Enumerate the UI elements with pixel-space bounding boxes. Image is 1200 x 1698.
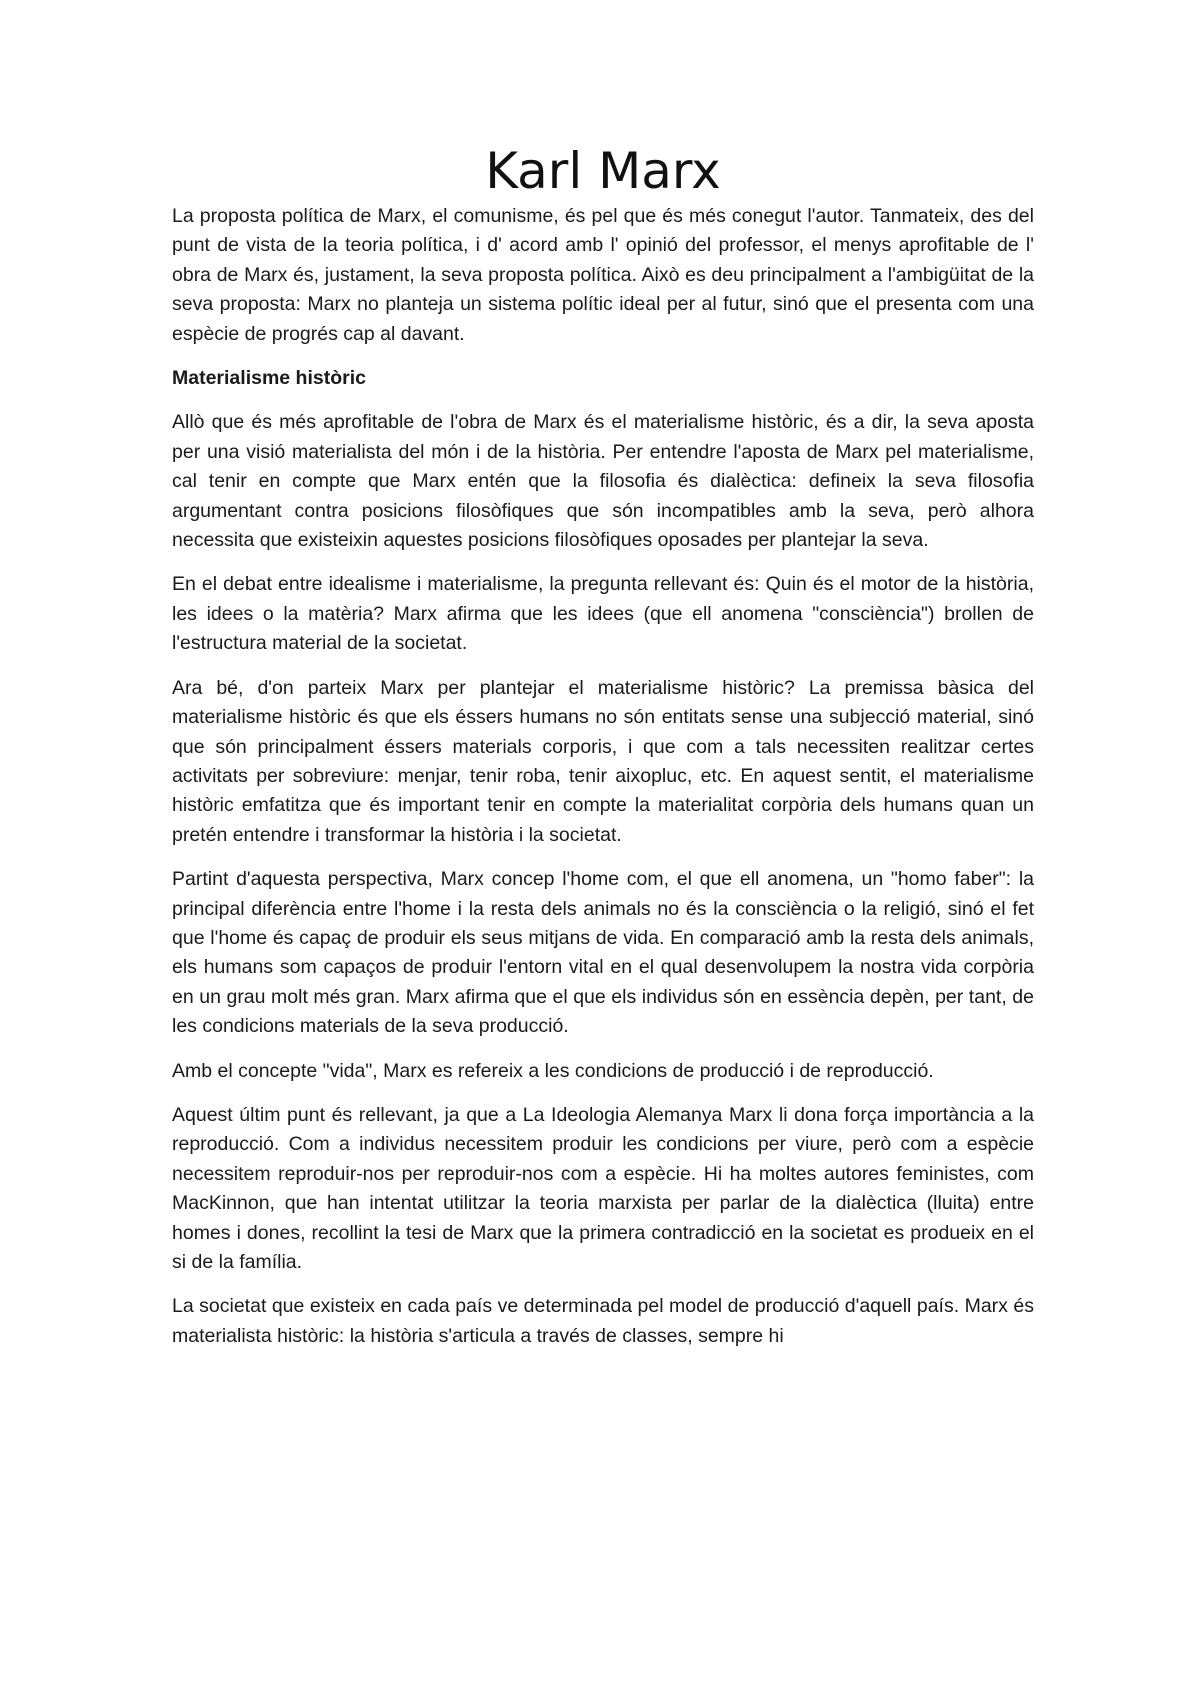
body-paragraph: La societat que existeix en cada país ve determinada pel model de producció d'aquell país. Marx és materialista històric: la història s'articula a través de classes, sempre hi — [172, 1295, 1034, 1347]
document-title: Karl Marx — [485, 142, 721, 200]
document-page — [172, 140, 1034, 1366]
body-paragraph: Ara bé, d'on parteix Marx per plantejar el materialisme històric? La premissa bàsica del materialisme històric és que els éssers humans no són entitats sense una subjecció material, sinó que són principalment éssers materials corporis, i que com a tals necessiten realitzar certes activitats per sobreviure: menjar, tenir roba, tenir aixopluc, etc. En aquest sentit, el materialisme històric emfatitza que és important tenir en compte la materialitat corpòria dels humans quan un pretén entendre i transformar la història i la societat. — [172, 676, 1034, 846]
body-paragraph: En el debat entre idealisme i materialisme, la pregunta rellevant és: Quin és el motor de la història, les idees o la matèria? Marx afirma que les idees (que ell anomena "consciència") brollen de l'estructura material de la societat. — [172, 573, 1034, 655]
body-paragraph: Allò que és més aprofitable de l'obra de Marx és el materialisme històric, és a dir, la seva aposta per una visió materialista del món i de la història. Per entendre l'aposta de Marx pel materialisme, cal tenir en compte que Marx entén que la filosofia és dialèctica: defineix la seva filosofia argumentant contra posicions filosòfiques que són incompatibles amb la seva, però alhora necessita que existeixin aquestes posicions filosòfiques oposades per plantejar la seva. — [172, 411, 1034, 552]
body-paragraph: Aquest últim punt és rellevant, ja que a La Ideologia Alemanya Marx li dona força importància a la reproducció. Com a individus necessitem produir les condicions per viure, però com a espècie necessitem reproduir-nos per reproduir-nos com a espècie. Hi ha moltes autores feministes, com MacKinnon, que han intentat utilitzar la teoria marxista per parlar de la dialèctica (lluita) entre homes i dones, recollint la tesi de Marx que la primera contradicció en la societat es produeix en el si de la família. — [172, 1103, 1034, 1273]
intro-paragraph: La proposta política de Marx, el comunisme, és pel que és més conegut l'autor. Tanmateix, des del punt de vista de la teoria política, i d' acord amb l' opinió del professor, el menys aprofitable de l' obra de Marx és, justament, la seva proposta política. Això es deu principalment a l'ambigüitat de la seva proposta: Marx no planteja un sistema polític ideal per al futur, sinó que el presenta com una espècie de progrés cap al davant. — [172, 205, 1034, 345]
body-paragraph: Amb el concepte "vida", Marx es refereix a les condicions de producció i de reproducció. — [172, 1059, 934, 1082]
section-heading: Materialisme històric — [172, 367, 366, 390]
body-paragraph: Partint d'aquesta perspectiva, Marx concep l'home com, el que ell anomena, un "homo faber": la principal diferència entre l'home i la resta dels animals no és la consciència o la religió, sinó el fet que l'home és capaç de produir els seus mitjans de vida. En comparació amb la resta dels animals, els humans som capaços de produir l'entorn vital en el qual desenvolupem la nostra vida corpòria en un grau molt més gran. Marx afirma que el que els individus són en essència depèn, per tant, de les condicions materials de la seva producció. — [172, 868, 1034, 1038]
